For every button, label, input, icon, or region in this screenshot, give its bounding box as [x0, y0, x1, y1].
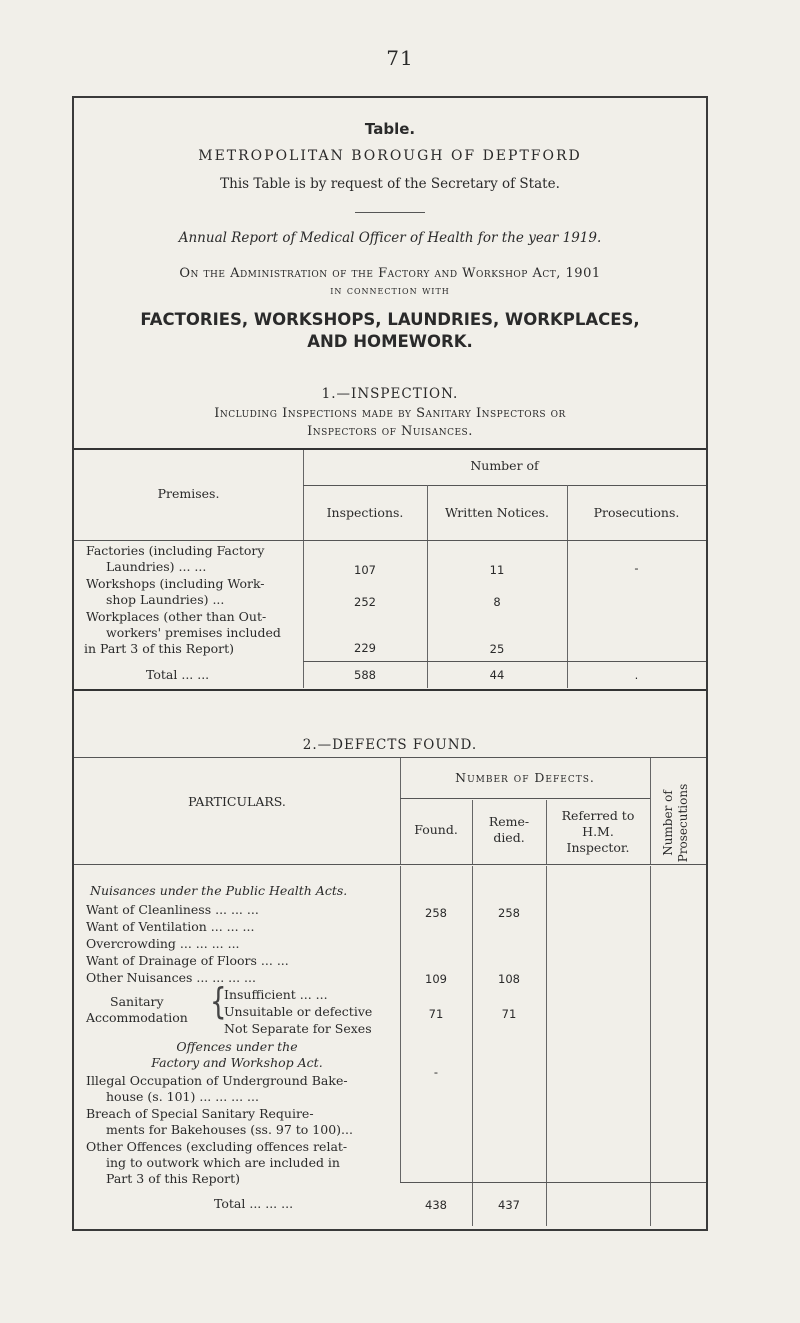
sanitary-found: 71 [428, 1007, 444, 1021]
other-nuisances-label: Other Nuisances ... ... ... ... [86, 970, 256, 985]
breach-label-continued: ments for Bakehouses (ss. 97 to 100)... [106, 1122, 353, 1137]
other-nuisances-found: 109 [425, 972, 447, 986]
written-notices-header: Written Notices. [445, 505, 549, 520]
workshops-notices: 8 [493, 595, 501, 609]
factories-label: Factories (including Factory [86, 543, 265, 558]
sanitary-label: Sanitary [110, 994, 164, 1009]
cleanliness-label: Want of Cleanliness ... ... ... [86, 902, 259, 917]
inspection-total-rule [303, 661, 706, 662]
sanitary-remedied: 71 [501, 1007, 517, 1021]
cleanliness-remedied: 258 [498, 906, 520, 920]
other-offences-label-continued: ing to outwork which are included in [106, 1155, 340, 1170]
prosecutions-divider [650, 758, 651, 864]
defects-top-rule [74, 757, 706, 758]
ventilation-label: Want of Ventilation ... ... ... [86, 919, 255, 934]
number-of-rule [303, 485, 706, 486]
factories-inspections: 107 [354, 563, 376, 577]
factories-label-continued: Laundries) ... ... [106, 559, 207, 574]
workshops-inspections: 252 [354, 595, 376, 609]
drainage-label: Want of Drainage of Floors ... ... [86, 953, 289, 968]
total-prosecutions: . [634, 668, 639, 682]
number-of-header: Number of [470, 458, 539, 473]
inspection-top-rule [74, 448, 706, 450]
report-title: Annual Report of Medical Officer of Health for the year 1919. [178, 230, 602, 246]
insufficient-label: Insufficient ... ... [224, 987, 328, 1002]
inspection-header-rule [74, 540, 706, 541]
total-inspections: 588 [354, 668, 376, 682]
main-heading-continued: AND HOMEWORK. [307, 332, 473, 351]
illegal-occupation-mark: - [433, 1065, 439, 1079]
accommodation-label: Accommodation [86, 1010, 188, 1025]
remedied-header-continued: died. [493, 830, 525, 845]
breach-label: Breach of Special Sanitary Require- [86, 1106, 314, 1121]
number-of-defects-header: Number of Defects. [455, 770, 595, 785]
page-number: 71 [386, 46, 414, 70]
header-divider [355, 212, 425, 213]
inspection-title: 1.—INSPECTION. [321, 386, 459, 402]
inspection-subtitle-continued: Inspectors of Nuisances. [307, 424, 473, 439]
other-offences-label-end: Part 3 of this Report) [106, 1171, 240, 1186]
overcrowding-label: Overcrowding ... ... ... ... [86, 936, 240, 951]
inspection-total-label: Total ... ... [146, 667, 210, 682]
borough-name: METROPOLITAN BOROUGH OF DEPTFORD [198, 148, 582, 164]
sanitary-brace-open: { [210, 982, 227, 1024]
number-of-prosecutions-header [661, 784, 691, 863]
other-offences-label: Other Offences (excluding offences relat- [86, 1139, 348, 1154]
inspection-bottom-rule [74, 689, 706, 691]
other-nuisances-remedied: 108 [498, 972, 520, 986]
defects-header-rule [74, 864, 706, 865]
referred-header-end: Inspector. [566, 840, 630, 855]
total-notices: 44 [489, 668, 505, 682]
body-divider-remedied [546, 866, 547, 1226]
factories-notices: 11 [489, 563, 505, 577]
prosecutions-header-line2: Prosecutions [676, 783, 690, 863]
remedied-header: Reme- [488, 814, 530, 829]
defects-total-label: Total ... ... ... [214, 1196, 294, 1211]
illegal-occupation-label: Illegal Occupation of Underground Bake- [86, 1073, 348, 1088]
act-connection: in connection with [330, 284, 450, 297]
not-separate-label: Not Separate for Sexes [224, 1021, 372, 1036]
total-remedied: 437 [498, 1198, 520, 1212]
prosecutions-header-line1: Number of [661, 790, 675, 856]
defects-title: 2.—DEFECTS FOUND. [302, 737, 478, 753]
number-of-defects-rule [400, 798, 650, 799]
offences-heading-continued: Factory and Workshop Act. [151, 1055, 323, 1070]
inspections-header: Inspections. [326, 505, 404, 520]
workplaces-inspections: 229 [354, 641, 376, 655]
nuisances-heading: Nuisances under the Public Health Acts. [90, 883, 348, 898]
prosecutions-header: Prosecutions. [593, 505, 680, 520]
found-header: Found. [414, 822, 458, 837]
inspection-subtitle: Including Inspections made by Sanitary Inspectors or [214, 406, 566, 421]
defects-total-rule [400, 1182, 706, 1183]
body-divider-referred [650, 866, 651, 1226]
unsuitable-label: Unsuitable or defective [224, 1004, 373, 1019]
act-line: On the Administration of the Factory and Workshop Act, 1901 [179, 266, 601, 281]
total-found: 438 [425, 1198, 447, 1212]
table-title: Table. [364, 120, 416, 138]
offences-heading: Offences under the [176, 1039, 298, 1054]
workplaces-notices: 25 [489, 642, 505, 656]
workshops-label-continued: shop Laundries) ... [106, 592, 225, 607]
illegal-occupation-label-continued: house (s. 101) ... ... ... ... [106, 1089, 259, 1104]
referred-header-continued: H.M. [582, 824, 614, 839]
request-note: This Table is by request of the Secretary of State. [220, 176, 560, 192]
main-heading: FACTORIES, WORKSHOPS, LAUNDRIES, WORKPLACES, [140, 310, 640, 329]
cleanliness-found: 258 [425, 906, 447, 920]
premises-header: Premises. [157, 486, 220, 501]
workplaces-label-end: in Part 3 of this Report) [84, 641, 235, 656]
factories-prosecutions: - [634, 561, 639, 575]
referred-header: Referred to [561, 808, 635, 823]
particulars-header: PARTICULARS. [188, 794, 286, 809]
workplaces-label-continued: workers' premises included [106, 625, 281, 640]
workshops-label: Workshops (including Work- [86, 576, 265, 591]
workplaces-label: Workplaces (other than Out- [86, 609, 267, 624]
